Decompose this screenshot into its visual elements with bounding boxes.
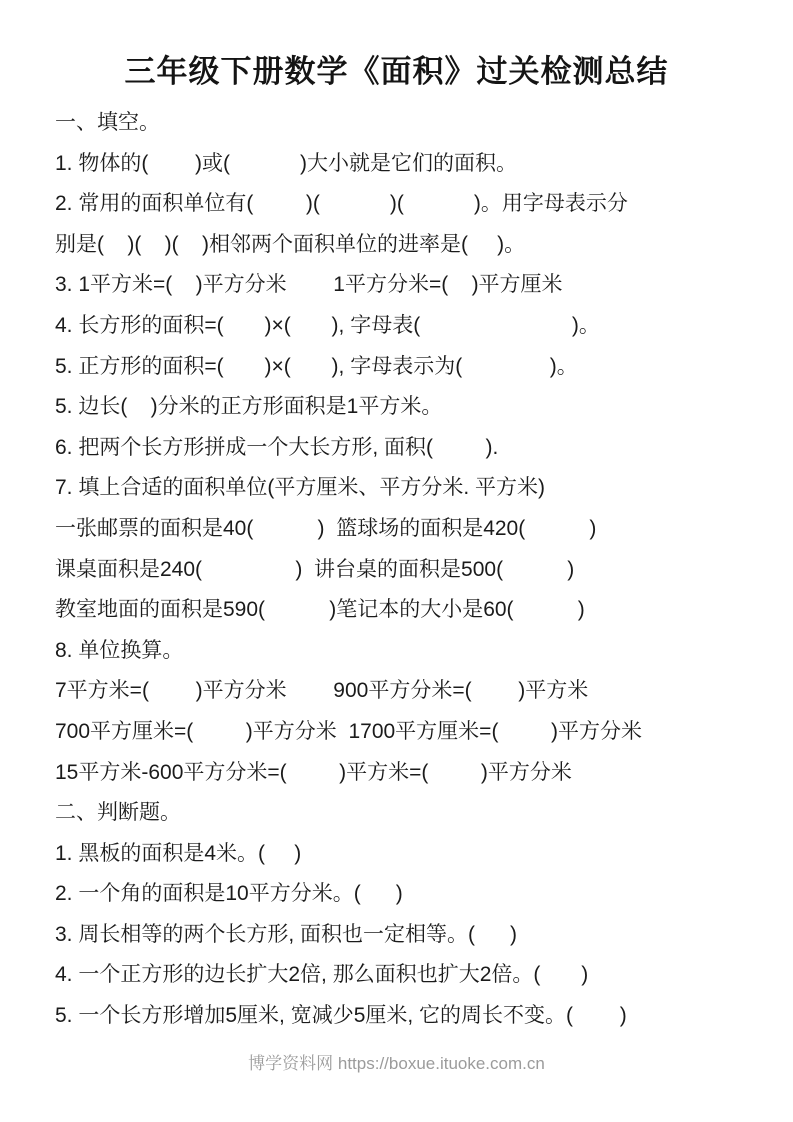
- worksheet-line: 教室地面的面积是590( )笔记本的大小是60( ): [55, 598, 585, 622]
- worksheet-line: 3. 周长相等的两个长方形, 面积也一定相等。( ): [55, 922, 518, 946]
- worksheet-line: 1. 黑板的面积是4米。( ): [55, 841, 302, 865]
- worksheet-line: 课桌面积是240( ) 讲台桌的面积是500( ): [55, 557, 575, 581]
- worksheet-line: 2. 一个角的面积是10平方分米。( ): [55, 882, 403, 906]
- worksheet-line: 一张邮票的面积是40( ) 篮球场的面积是420( ): [55, 516, 597, 540]
- worksheet-line: 2. 常用的面积单位有( )( )( )。用字母表示分: [55, 192, 628, 216]
- worksheet-line: 7. 填上合适的面积单位(平方厘米、平方分米. 平方米): [55, 476, 546, 500]
- worksheet-line: 1. 物体的( )或( )大小就是它们的面积。: [55, 151, 518, 175]
- worksheet-line: 5. 边长( )分米的正方形面积是1平方米。: [55, 395, 443, 419]
- worksheet-line: 3. 1平方米=( )平方分米 1平方分米=( )平方厘米: [55, 273, 563, 297]
- page-title: 三年级下册数学《面积》过关检测总结: [124, 54, 669, 89]
- worksheet-line: 4. 一个正方形的边长扩大2倍, 那么面积也扩大2倍。( ): [55, 963, 589, 987]
- worksheet-line: 700平方厘米=( )平方分米 1700平方厘米=( )平方分米: [55, 719, 642, 743]
- section-heading-true-false: 二、判断题。: [55, 801, 181, 825]
- worksheet-line: 别是( )( )( )相邻两个面积单位的进率是( )。: [55, 232, 526, 256]
- worksheet-line: 15平方米-600平方分米=( )平方米=( )平方分米: [55, 760, 572, 784]
- worksheet-line: 5. 正方形的面积=( )×( ), 字母表示为( )。: [55, 354, 578, 378]
- worksheet-line: 5. 一个长方形增加5厘米, 宽减少5厘米, 它的周长不变。( ): [55, 1004, 627, 1028]
- footer-watermark: 博学资料网 https://boxue.ituoke.com.cn: [248, 1053, 545, 1073]
- section-heading-fill-blank: 一、填空。: [55, 111, 160, 134]
- worksheet-line: 6. 把两个长方形拼成一个大长方形, 面积( ).: [55, 435, 499, 459]
- worksheet-line: 7平方米=( )平方分米 900平方分米=( )平方米: [55, 679, 589, 703]
- worksheet-line: 4. 长方形的面积=( )×( ), 字母表( )。: [55, 313, 600, 337]
- worksheet-line: 8. 单位换算。: [55, 638, 184, 662]
- worksheet-content: [0, 103, 793, 1037]
